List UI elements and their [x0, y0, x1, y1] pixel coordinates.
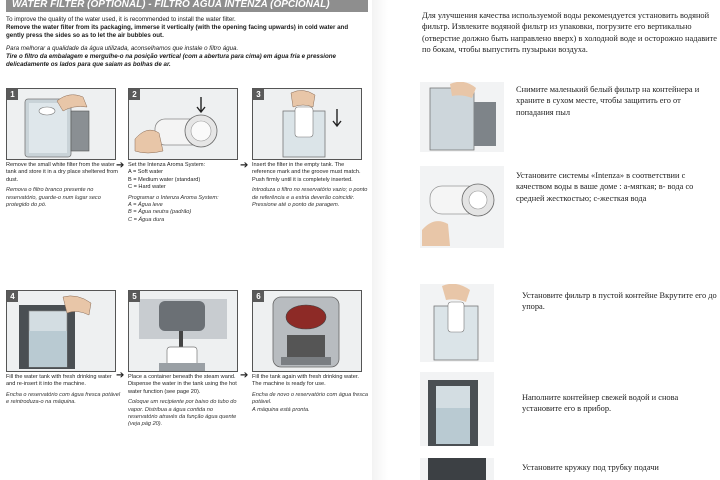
- step-3-illustration: [252, 88, 362, 160]
- step-5-illustration: [128, 290, 238, 372]
- arrow-right-icon: ➔: [116, 160, 125, 171]
- filter-insert-icon: [420, 284, 494, 362]
- page-gutter: [372, 0, 388, 480]
- tank-refill-icon: [7, 291, 115, 371]
- step-5: [128, 290, 244, 429]
- arrow-right-icon: ➔: [240, 160, 249, 171]
- step-3: [252, 88, 368, 209]
- step-2-illustration: [128, 88, 238, 160]
- intro-en-1: To improve the quality of the water used, it is recommended to install the water filter.: [6, 16, 236, 23]
- water-tank-icon: [7, 89, 115, 159]
- ru-step-4-photo: [420, 372, 494, 446]
- coffee-machine-icon: [420, 458, 494, 480]
- step-1-caption-en: Remove the small white filter from the water tank and store it in a dry place sheltered from dust.: [6, 162, 118, 183]
- filter-insert-icon: [253, 89, 361, 159]
- right-page: [388, 0, 720, 480]
- step-5-caption-en: Place a container beneath the steam wand. Dispense the water in the tank using the hot water function (see page 20).: [128, 374, 237, 395]
- step-2: [128, 88, 244, 224]
- ru-step-4: Наполните контейнер свежей водой и снова установите его в прибор.: [522, 393, 679, 414]
- step-6-caption-en: Fill the tank again with fresh drinking water. The machine is ready for use.: [252, 374, 359, 388]
- step-number: 2: [129, 89, 140, 100]
- intro-pt-2: Tire o filtro da embalagem e mergulhe-o na posição vertical (com a abertura para cima) em água fria e pressione delicadamente os lados para que saiam as bolhas de ar.: [6, 52, 336, 69]
- step-2-caption-en: Set the Intenza Aroma System: A = Soft water B = Medium water (standard) C = Hard water: [128, 162, 206, 191]
- step-1-caption-pt: Remova o filtro branco presente no reservatório, guarde-o num lugar seco protegido do pó.: [6, 187, 101, 209]
- intro-text: [6, 16, 368, 69]
- section-title: WATER FILTER (OPTIONAL) - FILTRO ÁGUA INTENZA (OPCIONAL): [12, 0, 330, 10]
- step-1: [6, 88, 125, 209]
- step-3-caption-pt: Introduza o filtro no reservatório vazio; o ponto de referência e a estria deverão coincidir. Pressione até o ponto de paragem.: [252, 187, 368, 209]
- step-3-caption-en: Insert the filter in the empty tank. The reference mark and the groove must match. Push firmly until it is completely inserted.: [252, 162, 361, 183]
- intro-pt-1: Para melhorar a qualidade da água utilizada, aconselhamos que instale o filtro água.: [6, 44, 239, 52]
- step-4-caption-en: Fill the water tank with fresh drinking water and re-insert it into the machine.: [6, 374, 112, 388]
- step-4-illustration: [6, 290, 116, 372]
- filter-dial-icon: [420, 166, 504, 248]
- section-header: [6, 0, 368, 12]
- step-number: 3: [253, 89, 264, 100]
- ru-intro: Для улучшения качества используемой воды рекомендуется установить водяной фильтр. Извлеките водяной фильтр из упаковки, погрузите его вертикально (отверстие должно быть направлено вверх) в холодной воде и осторожно надавите по бокам, чтобы выпустить пузырьки воздуха.: [422, 11, 718, 55]
- steam-wand-icon: [129, 291, 237, 371]
- step-number: 1: [7, 89, 18, 100]
- step-number: 5: [129, 291, 140, 302]
- step-4: [6, 290, 125, 407]
- ru-step-1: Снимите маленький белый фильтр на контейнера и храните в сухом месте, чтобы защитить его от попадания пыл: [516, 85, 700, 117]
- step-4-caption-pt: Encha o reservatório com água fresca potável e reintroduza-o na máquina.: [6, 391, 121, 406]
- tank-refill-icon: [420, 372, 494, 446]
- step-1-illustration: [6, 88, 116, 160]
- ru-step-5-photo: [420, 458, 494, 480]
- arrow-right-icon: ➔: [240, 370, 249, 381]
- ru-step-2: Установите системы «Intenza» в соответствии с качеством воды в ваше доме : а-мягкая; в- вода со средней жесткостью; с-жесткая вода: [516, 171, 694, 203]
- ru-step-5: Установите кружку под трубку подачи: [522, 463, 659, 472]
- step-6: [252, 290, 368, 414]
- step-5-caption-pt: Coloque um recipiente por baixo do tubo do vapor. Distribua a água contida no reservatório através da função água quente (veja pág 20).: [128, 399, 237, 428]
- ru-step-1-photo: [420, 82, 504, 152]
- ru-step-2-photo: [420, 166, 504, 248]
- arrow-right-icon: ➔: [116, 370, 125, 381]
- ru-step-3: Установите фильтр в пустой контейне Вкрутите его до упора.: [522, 291, 717, 312]
- intro-en-2: Remove the water filter from its packaging, immerse it vertically (with the opening facing upwards) in cold water and gently press the sides so as to let the air bubbles out.: [6, 24, 349, 40]
- step-6-illustration: [252, 290, 362, 372]
- ru-step-3-photo: [420, 284, 494, 362]
- step-number: 4: [7, 291, 18, 302]
- coffee-machine-icon: [253, 291, 361, 371]
- step-number: 6: [253, 291, 264, 302]
- water-tank-icon: [420, 82, 504, 152]
- step-6-caption-pt: Encha de novo o reservatório com água fresca potável. A máquina está pronta.: [252, 391, 368, 413]
- filter-dial-icon: [129, 89, 237, 159]
- step-2-caption-pt: Programar o Intenza Aroma System: A = Água leve B = Água neutra (padrão) C = Água dura: [128, 194, 219, 223]
